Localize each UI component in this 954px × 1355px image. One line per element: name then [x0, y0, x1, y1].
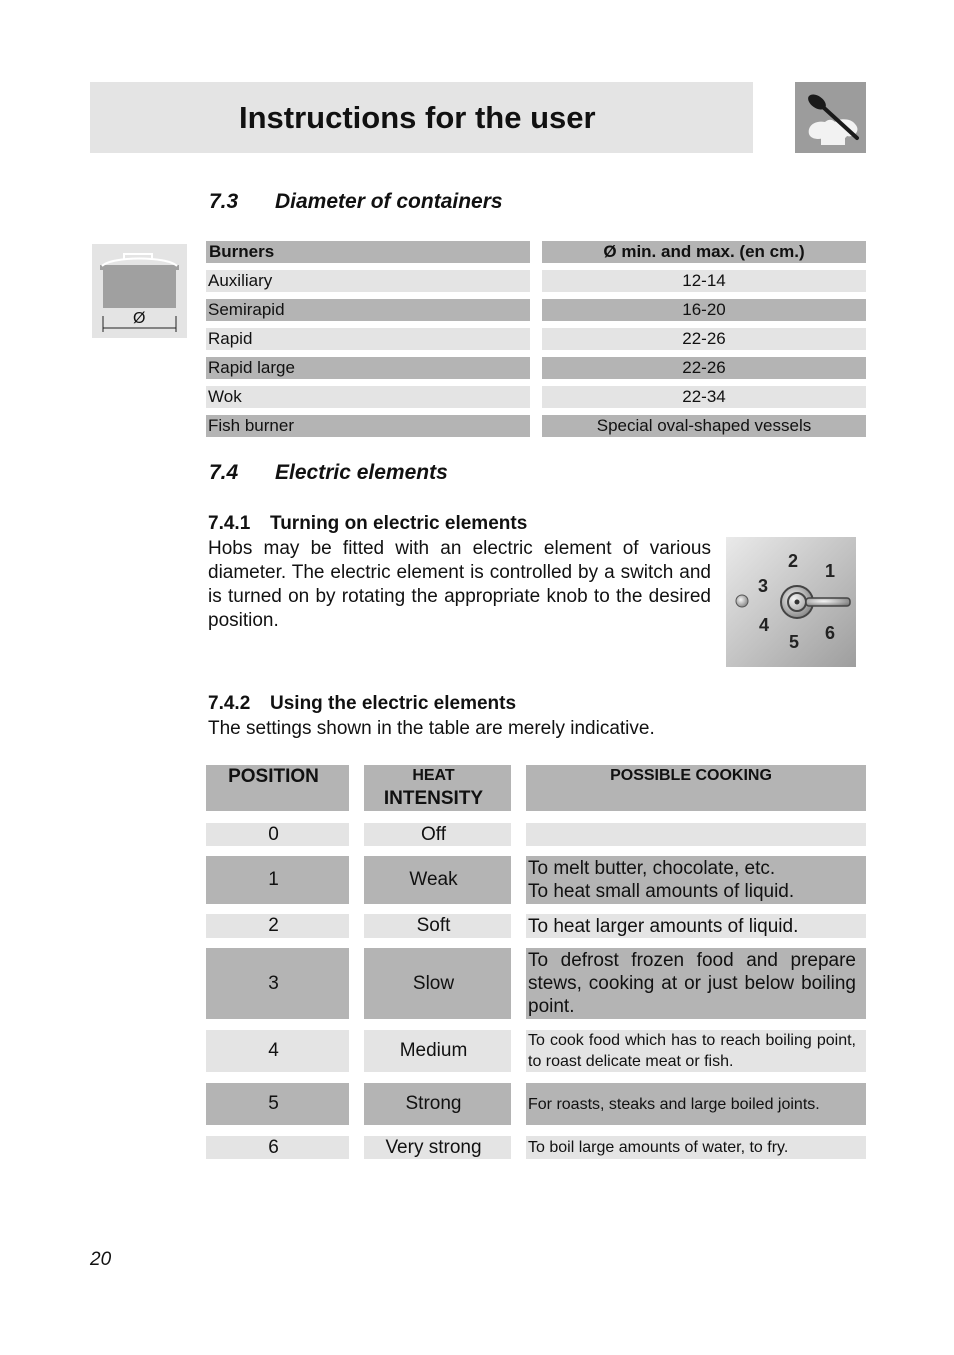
header-label: POSITION: [228, 766, 319, 787]
position-cell: [206, 1030, 349, 1072]
subsection-number: 7.4.1: [208, 513, 251, 534]
burner-name: Fish burner: [206, 415, 530, 437]
position-value: 3: [268, 972, 279, 994]
control-knob-icon: [726, 537, 856, 667]
intensity-value: Strong: [405, 1093, 462, 1114]
burner-diameter: 22-26: [542, 328, 866, 350]
cooking-cell: [526, 823, 866, 846]
cooking-text: To defrost frozen food and prepare stews, cooking at or just below boiling point.: [528, 950, 856, 1017]
intensity-cell: [364, 823, 511, 846]
position-value: 5: [268, 1093, 279, 1114]
position-value: 0: [268, 823, 279, 845]
intensity-cell: [364, 1136, 511, 1159]
position-value: 2: [268, 915, 279, 936]
subsection-7-4-1-text: Hobs may be fitted with an electric element of various diameter. The electric element is controlled by a switch and is turned on by rotating the appropriate knob to the desired position.: [208, 538, 711, 631]
intensity-cell: [364, 856, 511, 904]
cooking-cell: [526, 856, 866, 904]
pot-diameter-symbol: Ø: [133, 310, 146, 327]
table-header-position: [206, 765, 349, 811]
burner-diameter: 12-14: [542, 270, 866, 292]
cooking-cell: [526, 948, 866, 1019]
burner-diameter: 16-20: [542, 299, 866, 321]
cooking-text: For roasts, steaks and large boiled joints.: [528, 1095, 820, 1113]
cooking-text: To boil large amounts of water, to fry.: [528, 1139, 789, 1156]
subsection-title: Turning on electric elements: [270, 513, 528, 534]
intensity-cell: [364, 1030, 511, 1072]
cooking-cell: [526, 1030, 866, 1072]
section-number: 7.4: [209, 461, 239, 484]
knob-label: 2: [788, 551, 799, 571]
burner-diameter: 22-34: [542, 386, 866, 408]
page-number: 20: [90, 1249, 112, 1270]
burner-diameter: 22-26: [542, 357, 866, 379]
position-cell: [206, 914, 349, 938]
subsection-7-4-2-heading: [208, 693, 517, 715]
intensity-value: Soft: [416, 915, 451, 936]
position-value: 1: [268, 869, 279, 890]
table-header-possible-cooking: [526, 765, 866, 811]
burner-table-header-diameter: Ø min. and max. (en cm.): [542, 241, 866, 263]
position-cell: [206, 1136, 349, 1159]
cooking-cell: [526, 914, 866, 938]
subsection-7-4-2-text: The settings shown in the table are merely indicative.: [208, 718, 655, 739]
intensity-value: Very strong: [385, 1136, 482, 1158]
cooking-cell: [526, 1136, 866, 1159]
cooking-text: To heat larger amounts of liquid.: [528, 915, 799, 937]
knob-label: 3: [758, 576, 769, 596]
burner-name: Auxiliary: [206, 270, 530, 292]
knob-label: 6: [825, 623, 836, 643]
intensity-value: Off: [421, 823, 446, 845]
cooking-text: To cook food which has to reach boiling point, to roast delicate meat or fish.: [528, 1032, 856, 1070]
burner-name: Rapid: [206, 328, 530, 350]
section-number: 7.3: [209, 190, 239, 213]
subsection-7-4-1-heading: [208, 513, 528, 535]
page-title: Instructions for the user: [239, 100, 596, 135]
position-cell: [206, 948, 349, 1019]
header-label: INTENSITY: [383, 788, 484, 809]
position-cell: [206, 1083, 349, 1125]
burner-name: Semirapid: [206, 299, 530, 321]
position-value: 6: [268, 1136, 279, 1158]
position-cell: [206, 856, 349, 904]
position-value: 4: [268, 1040, 279, 1061]
intensity-value: Medium: [399, 1040, 468, 1061]
header-bar: [90, 82, 753, 153]
cooking-cell: [526, 1083, 866, 1125]
knob-label: 5: [789, 632, 800, 652]
section-title: Electric elements: [275, 461, 448, 484]
burner-name: Rapid large: [206, 357, 530, 379]
table-header-heat-intensity: [364, 765, 511, 811]
position-cell: [206, 823, 349, 846]
intensity-cell: [364, 1083, 511, 1125]
intensity-cell: [364, 948, 511, 1019]
knob-label: 1: [825, 561, 836, 581]
intensity-cell: [364, 914, 511, 938]
burner-name: Wok: [206, 386, 530, 408]
burner-diameter: Special oval-shaped vessels: [542, 415, 866, 437]
header-label: POSSIBLE COOKING: [610, 767, 772, 784]
section-title: Diameter of containers: [275, 190, 503, 213]
intensity-value: Weak: [409, 869, 458, 890]
spoon-chef-hat-icon: [795, 82, 866, 153]
subsection-title: Using the electric elements: [270, 693, 517, 714]
subsection-number: 7.4.2: [208, 693, 251, 714]
pot-diameter-icon: [92, 244, 187, 338]
cooking-text: To melt butter, chocolate, etc. To heat small amounts of liquid.: [528, 858, 795, 902]
intensity-value: Slow: [412, 972, 455, 994]
burner-table-header-burners: Burners: [206, 241, 530, 263]
knob-label: 4: [759, 615, 770, 635]
header-label: HEAT: [412, 767, 455, 784]
